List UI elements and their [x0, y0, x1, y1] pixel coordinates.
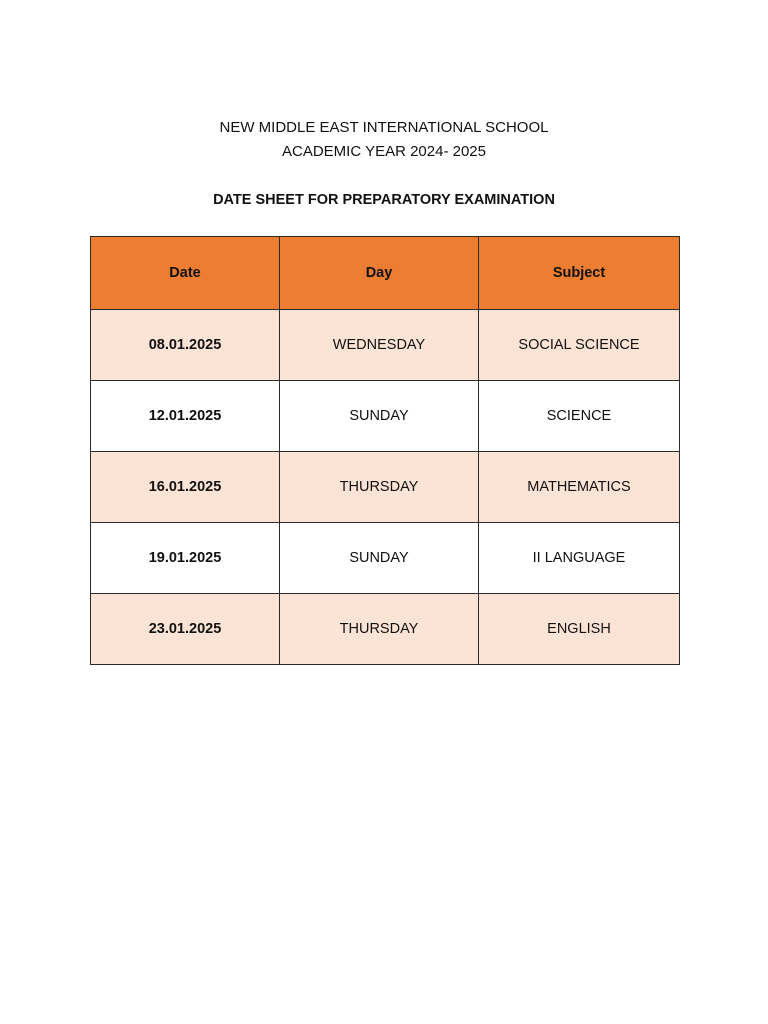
subject-cell: II LANGUAGE: [479, 523, 680, 594]
subject-cell: SOCIAL SCIENCE: [479, 310, 680, 381]
date-cell: 16.01.2025: [91, 452, 280, 523]
subject-cell: MATHEMATICS: [479, 452, 680, 523]
column-header-subject: Subject: [479, 237, 680, 310]
day-cell: THURSDAY: [280, 452, 479, 523]
date-sheet-title: DATE SHEET FOR PREPARATORY EXAMINATION: [213, 192, 555, 208]
date-cell: 12.01.2025: [91, 381, 280, 452]
table-row: [91, 594, 680, 665]
column-header-day: Day: [280, 237, 479, 310]
table-row: [91, 381, 680, 452]
table-row: [91, 310, 680, 381]
date-cell: 23.01.2025: [91, 594, 280, 665]
day-cell: THURSDAY: [280, 594, 479, 665]
subject-cell: SCIENCE: [479, 381, 680, 452]
date-cell: 08.01.2025: [91, 310, 280, 381]
table-row: [91, 523, 680, 594]
day-cell: SUNDAY: [280, 381, 479, 452]
academic-year: ACADEMIC YEAR 2024- 2025: [282, 143, 486, 160]
table-header-row: [91, 237, 680, 310]
exam-schedule-table: [90, 236, 680, 665]
day-cell: WEDNESDAY: [280, 310, 479, 381]
table-row: [91, 452, 680, 523]
school-name: NEW MIDDLE EAST INTERNATIONAL SCHOOL: [219, 119, 549, 136]
day-cell: SUNDAY: [280, 523, 479, 594]
date-cell: 19.01.2025: [91, 523, 280, 594]
column-header-date: Date: [91, 237, 280, 310]
subject-cell: ENGLISH: [479, 594, 680, 665]
